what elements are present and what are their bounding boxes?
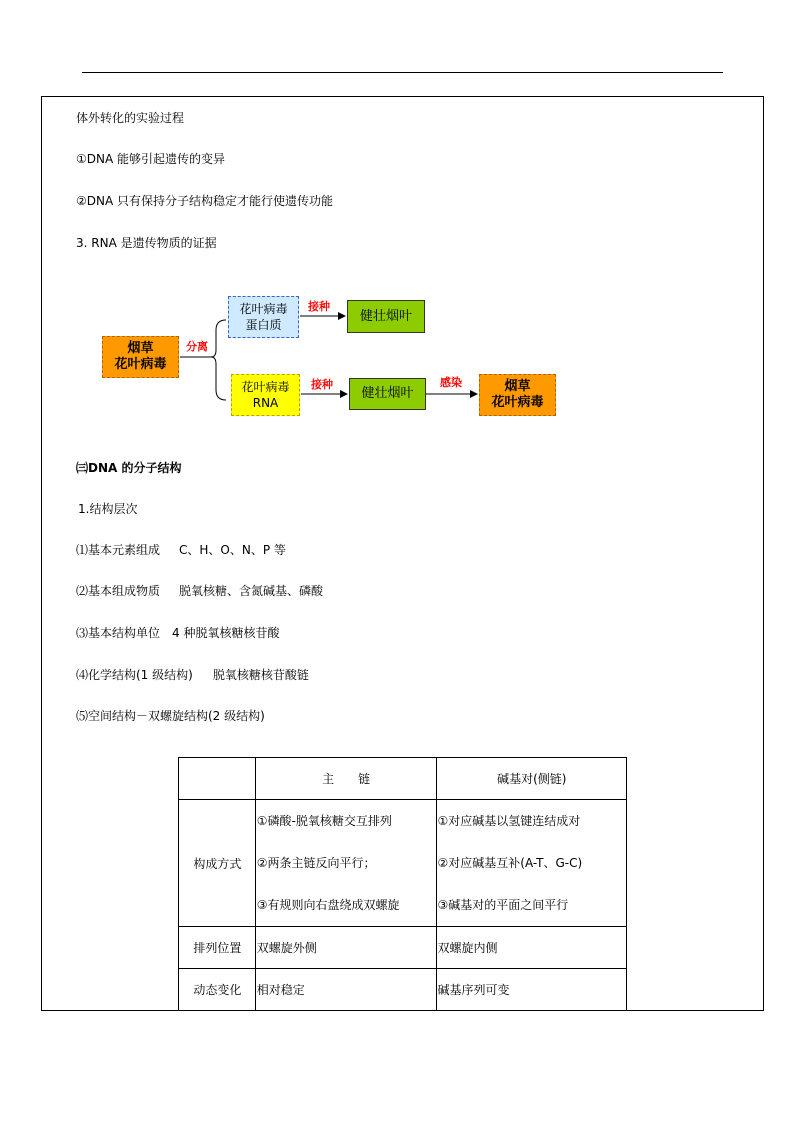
text-line-dna-stability: ②DNA 只有保持分子结构稳定才能行使遗传功能: [76, 194, 333, 208]
source-virus-line2: 花叶病毒: [114, 357, 167, 372]
composition-side-cell: [436, 800, 626, 927]
position-main-cell: 双螺旋外侧: [255, 927, 436, 969]
result-virus-line2: 花叶病毒: [491, 395, 544, 410]
text-line-materials: [76, 583, 323, 599]
text-line-rna-evidence: 3. RNA 是遗传物质的证据: [76, 236, 217, 250]
rna-line1: 花叶病毒: [241, 380, 290, 394]
protein-line1: 花叶病毒: [239, 302, 288, 316]
row-label-dynamics: 动态变化: [179, 969, 256, 1011]
position-side-cell: 双螺旋内侧: [436, 927, 626, 969]
inoculate-label-2: 接种: [311, 378, 333, 391]
composition-main-item: ①磷酸-脱氧核糖交互排列: [256, 814, 392, 828]
source-virus-line1: 烟草: [127, 341, 154, 356]
infect-label: 感染: [440, 376, 462, 389]
materials-label: ⑵基本组成物质: [76, 584, 161, 598]
table-header-empty: [179, 758, 256, 800]
dynamics-main-cell: 相对稳定: [255, 969, 436, 1011]
text-line-process: 体外转化的实验过程: [76, 111, 185, 125]
chemical-structure-label: ⑷化学结构(1 级结构): [76, 668, 193, 682]
healthy-leaf-text-1: 健壮烟叶: [359, 308, 412, 324]
composition-side-item: ③碱基对的平面之间平行: [437, 898, 569, 912]
diagram-arrows: [0, 0, 794, 430]
elements-label: ⑴基本元素组成: [76, 543, 161, 557]
healthy-leaf-box-2: [349, 378, 426, 410]
text-line-dna-variation: ①DNA 能够引起遗传的变异: [76, 152, 225, 166]
dynamics-side-cell: 碱基序列可变: [436, 969, 626, 1011]
materials-value: 脱氧核糖、含氮碱基、磷酸: [179, 584, 324, 598]
rna-line2: RNA: [252, 396, 279, 410]
healthy-leaf-text-2: 健壮烟叶: [361, 386, 414, 401]
composition-side-item: ①对应碱基以氢键连结成对: [437, 814, 581, 828]
dna-structure-table: [178, 757, 627, 1011]
section-heading-dna-structure: ㈢DNA 的分子结构: [76, 461, 182, 475]
table-row: [179, 969, 627, 1011]
text-line-chemical-structure: [76, 667, 309, 683]
composition-main-item: ③有规则向右盘绕成双螺旋: [256, 898, 400, 912]
table-header-main-chain: 主 链: [255, 758, 436, 800]
text-line-units: [76, 625, 279, 641]
elements-value: C、H、O、N、P 等: [179, 543, 286, 557]
separate-label: 分离: [186, 340, 208, 353]
result-virus-box: [479, 374, 556, 416]
protein-line2: 蛋白质: [245, 318, 282, 332]
healthy-leaf-box-1: [347, 300, 425, 333]
chemical-structure-value: 脱氧核糖核苷酸链: [212, 668, 309, 682]
result-virus-line1: 烟草: [504, 379, 531, 394]
row-label-composition: 构成方式: [179, 800, 256, 927]
composition-main-item: ②两条主链反向平行；: [256, 856, 376, 870]
table-row: [179, 927, 627, 969]
text-line-spatial-structure: ⑸空间结构－双螺旋结构(2 级结构): [76, 709, 265, 723]
units-value: 4 种脱氧核糖核苷酸: [172, 626, 280, 640]
table-header-row: [179, 758, 627, 800]
text-line-structure-levels: 1.结构层次: [78, 502, 138, 516]
composition-main-cell: [255, 800, 436, 927]
units-label: ⑶基本结构单位: [76, 626, 161, 640]
row-label-position: 排列位置: [179, 927, 256, 969]
composition-side-item: ②对应碱基互补(A-T、G-C): [437, 856, 583, 870]
inoculate-label-1: 接种: [308, 300, 330, 313]
text-line-elements: [76, 542, 286, 558]
table-row: [179, 800, 627, 927]
table-header-base-pairs: 碱基对(侧链): [436, 758, 626, 800]
